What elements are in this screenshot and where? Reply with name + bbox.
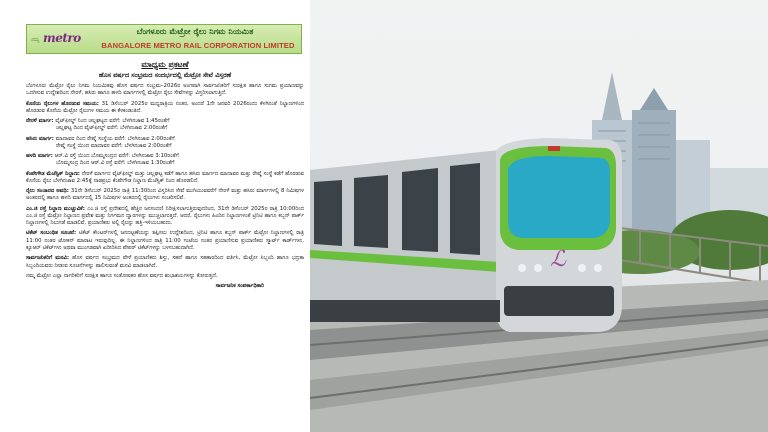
yellow-line-block: [26, 153, 304, 168]
train-windshield: [508, 156, 610, 238]
letterhead-english: BANGALORE METRO RAIL CORPORATION LIMITED: [101, 41, 295, 50]
document-subtitle: ಹೊಸ ವರ್ಷದ ಸಂಭ್ರಮದ ಸಂದರ್ಭದಲ್ಲಿ ಮೆಟ್ರೋ ಸೇವೆ ವಿಸ್ತರಣೆ: [98, 71, 232, 79]
kempegowda-paragraph: [26, 171, 304, 186]
last-trains-paragraph: [26, 101, 304, 116]
metro-train: [310, 138, 622, 332]
tower-spire-center: [640, 88, 668, 110]
ticket-paragraph: [26, 230, 304, 252]
kempegowda-label: ಕೆಂಪೇಗೌಡ ಮೆಜೆಸ್ಟಿಕ್ ನಿಲ್ದಾಣ:: [26, 170, 80, 177]
mg-road-text: ಎಂ.ಜಿ ರಸ್ತೆ ಪ್ರದೇಶದಲ್ಲಿ ಹೆಚ್ಚಿನ ಜನಸಂದಣಿ ನಿರೀಕ್ಷಿಸಲಾಗುತ್ತಿರುವುದರಿಂದ, 31ನೇ ಡಿಸೆಂಬರ್ 2025ರ ರಾತ್ರಿ 10:00ರಿಂದ ಎಂ.ಜಿ ರಸ್ತೆ ಮೆಟ್ರೋ ನಿಲ್ದಾಣದ ಪ್ರವೇಶ ಮತ್ತು ನಿರ್ಗಮನ ದ್ವಾರಗಳನ್ನು ಮುಚ್ಚಲಾಗುತ್ತದೆ. ಆದರೆ, ರೈಲುಗಳು ಹಿಂದಿನ ನಿಲ್ದಾಣಗಳಂತೆ ಟ್ರಿನಿಟಿ ಹಾಗೂ ಕಬ್ಬನ್ ಪಾರ್ಕ್ ನಿಲ್ದಾಣಗಳಲ್ಲಿ ನಿಲುಗಡೆ ಮಾಡಲಿವೆ, ಪ್ರಯಾಣಿಕರು ಅಲ್ಲಿ ರೈಲನ್ನು ಹತ್ತಿ-ಇಳಿಯಬಹುದು.: [26, 205, 304, 227]
last-trains-text: 31 ಡಿಸೆಂಬರ್ 2025ರ ಮಧ್ಯರಾತ್ರಿಯ ನಂತರ, ಅಂದರೆ 1ನೇ ಜನವರಿ 2026ರಂದು ಕೆಳಗಿನಂತೆ ನಿಲ್ದಾಣಗಳಿಂದ ಹೊರಡುವ ಕೊನೆಯ ಮೆಟ್ರೋ ರೈಲುಗಳ ಸಮಯ ಈ ಕೆಳಕಂಡಂತಿದೆ.: [26, 100, 304, 114]
last-trains-label: ಕೊನೆಯ ರೈಲುಗಳ ಹೊರಡುವ ಸಮಯ:: [26, 100, 99, 107]
public-appeal-text: ಹೊಸ ವರ್ಷದ ಸಂಭ್ರಮದ ವೇಳೆ ಪ್ರಯಾಣಿಕರು ಶಿಸ್ತು, ಸಹನೆ ಹಾಗೂ ಸಹಕಾರದಿಂದ ವರ್ತಿಸಿ, ಮೆಟ್ರೋ ಸಿಬ್ಬಂದಿ ಹಾಗೂ ಭದ್ರತಾ ಸಿಬ್ಬಂದಿಯವರು ನೀಡುವ ಸೂಚನೆಗಳನ್ನು ಪಾಲಿಸುವಂತೆ ಮನವಿ ಮಾಡಲಾಗಿದೆ.: [26, 255, 304, 269]
letterhead-kannada: ಬೆಂಗಳೂರು ಮೆಟ್ರೋ ರೈಲು ನಿಗಮ ನಿಯಮಿತ: [136, 27, 254, 36]
green-line-block: [26, 136, 304, 151]
kempegowda-text: ನೇರಳೆ ಮಾರ್ಗದ ವೈಟ್‌ಫೀಲ್ಡ್ ಮತ್ತು ಚಲ್ಲಘಟ್ಟ ಕಡೆಗೆ ಹಾಗೂ ಹಸಿರು ಮಾರ್ಗದ ಮಾದಾವರ ಮತ್ತು ರೇಷ್ಮೆ ಸಂಸ್ಥೆ ಕಡೆಗೆ ಹೊರಡುವ ಕೊನೆಯ ರೈಲು ಬೆಳಗಿನಜಾವ 2:45ಕ್ಕೆ ನಾಡಪ್ರಭು ಕೆಂಪೇಗೌಡ ನಿಲ್ದಾಣ ಮೆಜೆಸ್ಟಿಕ್ ನಿಂದ ಹೊರಡಲಿದೆ.: [26, 170, 305, 184]
headlight-left-icon: [518, 264, 526, 272]
destination-light: [548, 146, 560, 151]
ticket-text: ಟಿಕೆಟ್ ಕೌಂಟರ್‌ಗಳಲ್ಲಿ ಜನದಟ್ಟಣೆಯನ್ನು ತಪ್ಪಿಸಲು ಉದ್ದೇಶದಿಂದ, ಟ್ರಿನಿಟಿ ಹಾಗೂ ಕಬ್ಬನ್ ಪಾರ್ಕ್ ಮೆಟ್ರೋ ನಿಲ್ದಾಣಗಳಲ್ಲಿ ರಾತ್ರಿ 11:00 ನಂತರ ಟೋಕನ್ ಮಾರಾಟ ಇರುವುದಿಲ್ಲ. ಈ ನಿಲ್ದಾಣಗಳಿಂದ ರಾತ್ರಿ 11:00 ಗಂಟೆಯ ನಂತರ ಪ್ರಯಾಣಿಸುವ ಪ್ರಯಾಣಿಕರು ಸ್ಮಾರ್ಟ್ ಕಾರ್ಡ್‌ಗಳು, ಕ್ಯೂಆರ್ ಟಿಕೆಟ್‌ಗಳು ಅಥವಾ ಮುಂಗಡವಾಗಿ ಖರೀದಿಸಿದ ಪೇಪರ್ ಟಿಕೆಟ್‌ಗಳನ್ನು ಬಳಸಬಹುದಾಗಿದೆ.: [26, 230, 304, 252]
purple-line-1: ವೈಟ್‌ಫೀಲ್ಡ್ ನಿಂದ ಚಲ್ಲಘಟ್ಟದ ವರೆಗೆ: ಬೆಳಗಿನಜಾವ 1:45ರಂತೆಗೆ: [55, 118, 170, 124]
letterhead: [26, 24, 302, 54]
yellow-line-label: ಹಳದಿ ಮಾರ್ಗ:: [26, 153, 53, 159]
purple-line-label: ನೇರಳೆ ಮಾರ್ಗ:: [26, 118, 54, 124]
logo-wordmark: metro: [43, 31, 81, 45]
green-line-1: ಮಾದಾವರ ದಿಂದ ರೇಷ್ಮೆ ಸಂಸ್ಥೆಯ ವರೆಗೆ: ಬೆಳಗಿನಜಾವ 2:00ರಂತೆಗೆ: [55, 135, 175, 142]
public-appeal-paragraph: [26, 255, 304, 270]
mg-road-label: ಎಂ.ಜಿ ರಸ್ತೆ ನಿಲ್ದಾಣ ಮುಚ್ಚುವಿಕೆ:: [26, 205, 85, 212]
document-body: [26, 60, 304, 293]
logo-prefix: ನಮ್ಮ: [31, 37, 40, 43]
metro-train-illustration: [310, 0, 768, 432]
closing-paragraph: ನಮ್ಮ ಮೆಟ್ರೋ ಎಲ್ಲಾ ನಾಗರಿಕರಿಗೆ ಸುರಕ್ಷಿತ ಹಾಗೂ ಸಂತೋಷಕರ ಹೊಸ ವರ್ಷದ ಶುಭಾಶಯಗಳನ್ನು ಕೋರುತ್ತದೆ.: [26, 272, 218, 279]
building-tower-center: [632, 110, 676, 250]
green-line-2: ರೇಷ್ಮೆ ಸಂಸ್ಥೆ ಯಿಂದ ಮಾದಾವರ ವರೆಗೆ: ಬೆಳಗಿನಜಾವ 2:00ರಂತೆಗೆ: [56, 142, 172, 149]
public-appeal-label: ಸಾರ್ವಜನಿಕರಿಗೆ ಮನವಿ:: [26, 255, 70, 262]
document-title: ಮಾಧ್ಯಮ ಪ್ರಕಟಣೆ: [141, 60, 189, 69]
frequency-label: ರೈಲು ಸಂಚಾರದ ಅವಧಿ:: [26, 188, 69, 194]
ticket-label: ಟಿಕೆಟ್ ಸಂಬಂಧಿತ ಸೂಚನೆ:: [26, 230, 77, 237]
headlight-right-2-icon: [594, 264, 602, 272]
headlight-left-2-icon: [534, 264, 542, 272]
yellow-line-1: ಆರ್.ವಿ ರಸ್ತೆ ಯಿಂದ ಬೊಮ್ಮಸಂದ್ರದ ವರೆಗೆ: ಬೆಳಗಿನಜಾವ 3:10ರಂತೆಗೆ: [54, 153, 179, 159]
frequency-text: 31ನೇ ಡಿಸೆಂಬರ್ 2025ರ ರಾತ್ರಿ 11:30ರಿಂದ ವಿಸ್ತರಿಸಿದ ಸೇವೆ ಮುಗಿಯುವವರೆಗೆ ನೇರಳೆ ಮತ್ತು ಹಸಿರು ಮಾರ್ಗಗಳಲ್ಲಿ 8 ನಿಮಿಷಗಳ ಅಂತರದಲ್ಲಿ ಹಾಗೂ ಹಳದಿ ಮಾರ್ಗದಲ್ಲಿ 15 ನಿಮಿಷಗಳ ಅಂತರದಲ್ಲಿ ರೈಲುಗಳು ಸಂಚರಿಸಲಿವೆ.: [26, 188, 304, 202]
train-front-skirt: [504, 286, 614, 316]
signature: ಸಾರ್ವಜನಿಕ ಸಂಪರ್ಕಾಧಿಕಾರಿ: [215, 282, 264, 289]
purple-line-2: ಚಲ್ಲಘಟ್ಟ ದಿಂದ ವೈಟ್‌ಫೀಲ್ಡ್ ವರೆಗೆ: ಬೆಳಗಿನಜಾವ 2:00ರಂತೆಗೆ: [56, 125, 168, 132]
press-release-document: [0, 0, 310, 432]
yellow-line-2: ಬೊಮ್ಮಸಂದ್ರ ದಿಂದ ಆರ್.ವಿ ರಸ್ತೆ ವರೆಗೆ: ಬೆಳಗಿನಜಾವ 1:30ರಂತೆಗೆ: [56, 160, 175, 167]
intro-paragraph: ಬೆಂಗಳೂರು ಮೆಟ್ರೋ ರೈಲು ನಿಗಮ ನಿಯಮಿತವು ಹೊಸ ವರ್ಷದ ಸಂಭ್ರಮ–2026ರ ಅಂಗವಾಗಿ ಸಾರ್ವಜನಿಕರಿಗೆ ಸುರಕ್ಷಿತ ಹಾಗೂ ಸುಗಮ ಪ್ರಯಾಣವನ್ನು ಒದಗಿಸುವ ಉದ್ದೇಶದಿಂದ ನೇರಳೆ, ಹಸಿರು ಹಾಗೂ ಹಳದಿ ಮಾರ್ಗಗಳಲ್ಲಿ ಮೆಟ್ರೋ ರೈಲು ಸೇವೆಗಳನ್ನು ವಿಸ್ತರಿಸಲಾಗುತ್ತಿದೆ.: [26, 83, 304, 97]
green-line-label: ಹಸಿರು ಮಾರ್ಗ:: [26, 135, 54, 142]
namma-metro-logo: [30, 29, 88, 49]
purple-line-block: [26, 118, 304, 133]
mg-road-paragraph: [26, 206, 304, 228]
tower-spire-left: [602, 72, 622, 120]
frequency-paragraph: [26, 188, 304, 203]
metro-train-photo: [310, 0, 768, 432]
train-undercarriage: [310, 300, 500, 322]
train-logo-icon: ℒ: [550, 247, 566, 272]
headlight-right-icon: [578, 264, 586, 272]
